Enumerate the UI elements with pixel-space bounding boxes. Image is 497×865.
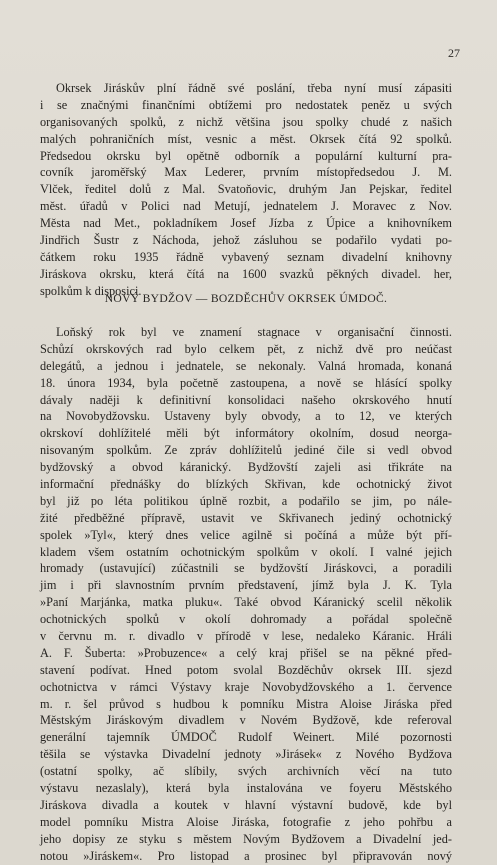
text-line: (ostatní spolky, ač slíbily, svých archivních věcí na tuto [40, 764, 452, 779]
text-line: Jindřich Šustr z Náchoda, jehož zásluhou se podařilo vydati po- [40, 233, 452, 248]
text-line: bydžovský a obvod káranický. Bydžovští zajeli asi třikráte na [40, 460, 452, 475]
text-line: hromady (ustavující) zúčastnili se bydžovští Jiráskovci, a poradili [40, 561, 452, 576]
text-line: Loňský rok byl ve znamení stagnace v organisační činnosti. [56, 325, 452, 339]
paragraph-novy-bydzov [40, 324, 452, 865]
page-number: 27 [448, 46, 460, 60]
text-line: žité předběžné přípravě, ustavit ve Skřivanech jediný ochotnický [40, 510, 452, 525]
text-line: v červnu m. r. divadlo v přírodě v lese, nedaleko Káranic. Hráli [40, 629, 452, 644]
paragraph-okrsek-jiraskuv [40, 80, 452, 300]
text-line: ochotnických spolků v okolí dohromady a pořádal společně [40, 612, 452, 627]
text-line: »Paní Marjánka, matka pluku«. Také obvod Káranický scelil několik [40, 595, 452, 610]
text-line: A. F. Šuberta: »Probuzence« a celý kraj přišel se na pěkné před- [40, 645, 452, 660]
text-line: stavení podívat. Hned potom svolal Bozděchův okrsek III. sjezd [40, 662, 452, 677]
text-line: těšila se výstavka Divadelní jednoty »Jirásek« z Nového Bydžova [40, 747, 452, 762]
text-line: Okrsek Jiráskův plní řádně své poslání, třeba nyní musí zápasiti [56, 81, 452, 95]
section-heading: NOVÝ BYDŽOV — BOZDĚCHŮV OKRSEK ÚMDOČ. [104, 292, 388, 305]
text-line: okrskoví dohlížitelé měli být informátory okolním, dosud neorga- [40, 426, 452, 441]
text-line: 18. února 1934, byla početně zastoupena, a nově se hlásící spolky [40, 375, 452, 390]
text-line: jeho dopisy ze styku s městem Novým Bydžovem a Divadelní jed- [40, 831, 452, 846]
text-line: organisovaných spolků, z nichž většina jsou spolky chudé z našich [40, 114, 452, 129]
text-line: Městským Jiráskovým divadlem v Novém Bydžově, kde referoval [40, 713, 452, 728]
text-line: covník jaroměřský Max Lederer, prvním místopředsedou J. M. [40, 165, 452, 180]
text-line: Jiráskova divadla a koutek v hlavní výstavní budově, kde byl [40, 797, 452, 812]
text-line: ochotnictva v rámci Výstavy kraje Novobydžovského a 1. července [40, 679, 452, 694]
text-line: dávaly naději k definitivní konsolidaci našeho okrskového hnutí [40, 392, 452, 407]
text-line: byl již po léta politikou úplně rozbit, a podařilo se jim, po nále- [40, 493, 452, 508]
paragraph-1-text [40, 80, 452, 300]
paragraph-2-text [40, 324, 452, 865]
text-line: čátkem roku 1935 řádně vybavený seznam divadelní knihovny [40, 249, 452, 264]
text-line: m. r. šel průvod s hudbou k pomníku Mistra Aloise Jiráska před [40, 696, 452, 711]
text-line: Jiráskova okrsku, která čítá na 1600 svazků pěkných divadel. her, [40, 266, 452, 281]
text-line: notou »Jiráskem«. Pro listopad a prosinec byl připravován nový [40, 848, 452, 863]
text-line: nisovaným spolkům. Ze zpráv dohlížitelů jediné čile si vedl obvod [40, 443, 452, 458]
text-line: výstavu nezaslaly), která byla instalována ve foyeru Městského [40, 781, 452, 796]
text-line: i se značnými finančními obtížemi pro nedostatek peněz u svých [40, 97, 452, 112]
text-line: model pomníku Mistra Aloise Jiráska, fotografie z jeho pohřbu a [40, 814, 452, 829]
text-line: informační přednášky do blízkých Skřivan, kde ochotnický život [40, 477, 452, 492]
text-line: malých pohraničních míst, vesnic a měst. Okrsek čítá 92 spolků. [40, 131, 452, 146]
text-line: Města nad Met., pokladníkem Josef Jízba z Úpice a knihovníkem [40, 216, 452, 231]
text-line: Předsedou okrsku byl opětně odborník a populární kulturní pra- [40, 148, 452, 163]
text-line: měst. úřadů v Polici nad Metují, jednatelem J. Moravec z Nov. [40, 199, 452, 214]
text-line: Schůzí okrskových rad bylo celkem pět, z nichž dvě pro neúčast [40, 341, 452, 356]
text-line: na Novobydžovsku. Ustaveny byly obvody, a to 12, ve kterých [40, 409, 452, 424]
text-line: spolkům k disposici. [40, 283, 142, 298]
text-line: kladem všem ostatním ochotnickým spolkům v okolí. I valné jejich [40, 544, 452, 559]
text-line: jim i při slavnostním prvním představení, jímž byla J. K. Tyla [40, 578, 452, 593]
text-line: delegátů, a jednou i jednatele, se nekonaly. Valná hromada, konaná [40, 358, 452, 373]
text-line: spolek »Tyl«, který dnes velice agilně si počíná a může být pří- [40, 527, 452, 542]
text-line: Vlček, ředitel dolů z Mal. Svatoňovic, druhým Jan Pejskar, ředitel [40, 182, 452, 197]
text-line: generální tajemník ÚMDOČ Rudolf Weinert. Milé pozornosti [40, 730, 452, 745]
